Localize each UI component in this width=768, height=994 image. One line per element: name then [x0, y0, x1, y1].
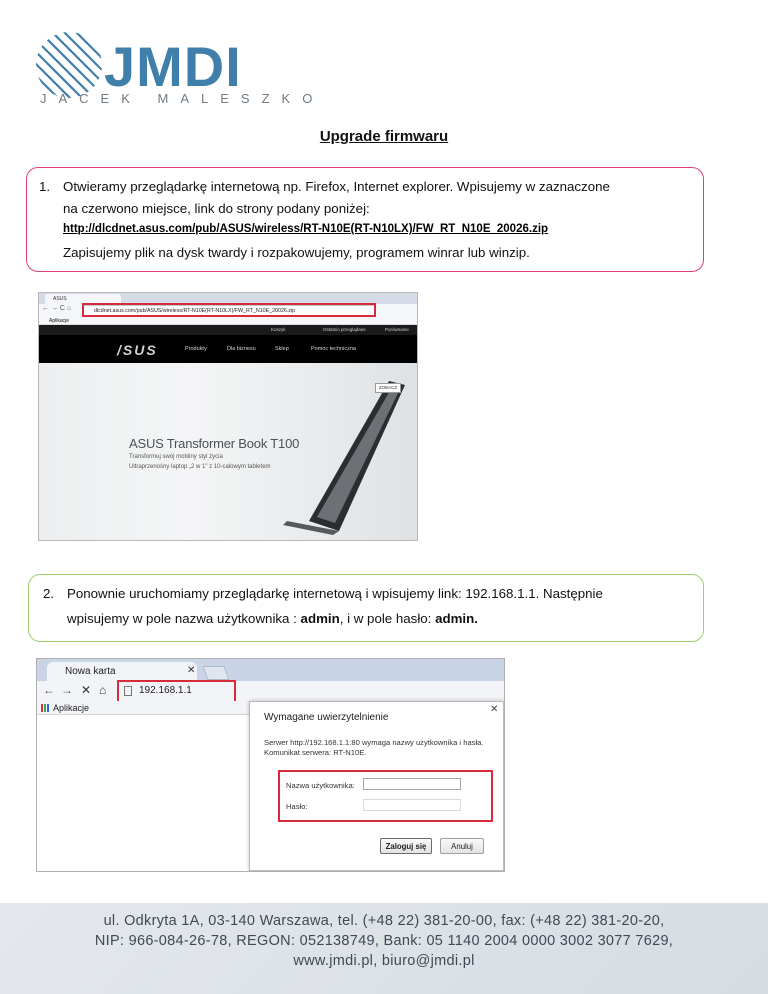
cancel-button[interactable]: Anuluj [440, 838, 484, 854]
hero-line2: Ultraprzenośny laptop „2 w 1" z 10-calowym tabletem [129, 464, 271, 470]
step2-box [28, 574, 704, 642]
compare-link[interactable]: Porównanie [385, 327, 409, 332]
address-bar[interactable]: dlcdnet.asus.com/pub/ASUS/wireless/RT-N10E(RT-N10LX)/FW_RT_N10E_20026.zip [83, 305, 375, 316]
auth-dialog [249, 701, 504, 871]
url-highlight [82, 303, 376, 317]
menu-shop[interactable]: Sklep [275, 346, 289, 352]
step2-line1 [43, 585, 693, 603]
step1-line3: Zapisujemy plik na dysk twardy i rozpakowujemy, programem winrar lub winzip. [63, 245, 530, 260]
password-label: Hasło: [286, 802, 308, 811]
back-arrow-icon[interactable]: ← [43, 683, 55, 697]
step1-box [26, 167, 704, 272]
browser-toolbar [37, 681, 504, 701]
footer-ids: NIP: 966-084-26-78, REGON: 052138749, Bank: 05 1140 2004 0000 3002 3077 7629, [94, 933, 674, 949]
apps-grid-icon [41, 704, 49, 712]
footer-contact[interactable]: www.jmdi.pl, biuro@jmdi.pl [293, 953, 475, 969]
credentials-highlight [278, 770, 493, 822]
step1-line1 [39, 178, 699, 196]
menu-products[interactable]: Produkty [185, 346, 207, 352]
hero-line1: Transformuj swój mobilny styl życia [129, 454, 223, 460]
laptop-image [269, 371, 409, 536]
cart-link[interactable]: Koszyk [271, 327, 286, 332]
menu-business[interactable]: Dla biznesu [227, 346, 256, 352]
browser-screenshot-asus [38, 292, 418, 541]
footer [0, 903, 768, 994]
browser-screenshot-login [36, 658, 505, 872]
url-highlight [117, 680, 236, 703]
recent-link[interactable]: Ostatnio przeglądane [323, 327, 366, 332]
firmware-link[interactable]: http://dlcdnet.asus.com/pub/ASUS/wireless/RT-N10E(RT-N10LX)/FW_RT_N10E_20026.zip [63, 223, 549, 235]
footer-address: ul. Odkryta 1A, 03-140 Warszawa, tel. (+48 22) 381-20-00, fax: (+48 22) 381-20-20, [103, 913, 665, 929]
step2-number: 2. [43, 586, 55, 601]
stop-icon[interactable]: ✕ [81, 683, 92, 697]
address-bar[interactable]: 192.168.1.1 [139, 685, 192, 696]
dialog-title: Wymagane uwierzytelnienie [264, 712, 389, 723]
menu-support[interactable]: Pomoc techniczna [311, 346, 356, 352]
dialog-message: Serwer http://192.168.1.1:80 wymaga nazwy użytkownika i hasła. Komunikat serwera: RT-N10E. [264, 738, 484, 757]
home-icon[interactable]: ⌂ [99, 683, 107, 697]
step2-username: admin [300, 611, 340, 626]
username-label: Nazwa użytkownika: [286, 781, 355, 790]
nav-arrows-icon[interactable]: ← → C ⌂ [42, 305, 72, 312]
step1-line2: na czerwono miejsce, link do strony podany poniżej: [63, 201, 370, 216]
hero-title: ASUS Transformer Book T100 [129, 436, 300, 451]
logo-subtitle: JACEK MALESZKO [40, 91, 325, 106]
forward-arrow-icon[interactable]: → [61, 683, 73, 697]
close-tab-icon[interactable]: ✕ [187, 665, 196, 676]
new-tab-button[interactable] [202, 666, 229, 680]
step1-text1: Otwieramy przeglądarkę internetową np. Firefox, Internet explorer. Wpisujemy w zaznaczone [63, 179, 610, 194]
logo-wordmark: JMDI [104, 35, 242, 98]
bookmarks-bar[interactable]: Aplikacje [37, 701, 504, 715]
asus-logo: /SUS [117, 342, 158, 358]
login-button[interactable]: Zaloguj się [380, 838, 432, 854]
tab-asus[interactable]: ASUS [45, 294, 121, 304]
logo-mark-icon [34, 30, 104, 100]
step1-number: 1. [39, 179, 51, 194]
step2-text2c: , i w pole hasło: [339, 611, 436, 626]
see-badge[interactable]: ZOBACZ [375, 383, 401, 393]
tab-new[interactable]: Nowa karta [47, 662, 197, 681]
step2-line2 [67, 610, 478, 628]
bookmarks-bar[interactable]: Aplikacje [39, 317, 417, 325]
step2-password: admin. [435, 611, 478, 626]
step2-text2a: wpisujemy w pole nazwa użytkownika : [67, 611, 301, 626]
page-title: Upgrade firmwaru [319, 128, 449, 145]
step2-text1: Ponownie uruchomiamy przeglądarkę internetową i wpisujemy link: 192.168.1.1. Następnie [67, 586, 603, 601]
dialog-close-icon[interactable]: ✕ [490, 704, 499, 715]
